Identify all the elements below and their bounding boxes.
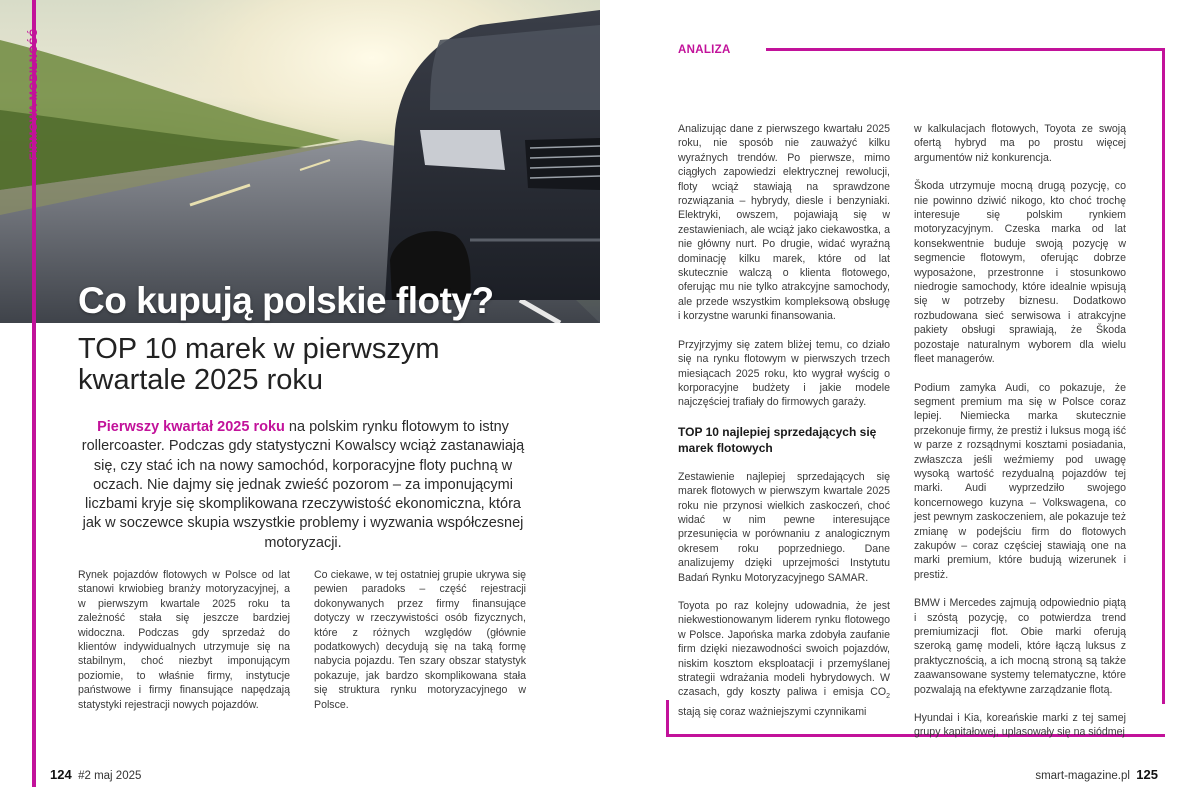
body-paragraph: BMW i Mercedes zajmują odpowiednio piątą i szóstą pozycję, co potwierdza trend premiumizacji flot. Obie marki oferują szeroką gamę modeli, które łączą luksus z praktycznością, a ich mocną stroną są także zaawansowane systemy telematyczne, które pozwalają na efektywne zarządzanie flotą. <box>914 597 1126 696</box>
frame-line-top <box>766 48 1165 51</box>
lead-highlight: Pierwszy kwartał 2025 roku <box>97 419 285 435</box>
right-column-2 <box>914 122 1126 754</box>
right-column-1 <box>678 122 890 733</box>
folio-left <box>50 767 141 782</box>
folio-right <box>1035 767 1158 782</box>
issue-label: #2 maj 2025 <box>78 770 142 782</box>
page-number: 124 <box>50 767 72 782</box>
subscript: 2 <box>886 693 890 701</box>
lead-text: na polskim rynku flotowym to istny rollercoaster. Podczas gdy statystyczni Kowalscy wciąż zastanawiają się, czy stać ich na nowy samochód, korporacyjne floty puchną w oczach. Nie dajmy się jednak zwieść pozorom – za imponującymi liczbami kryje się skomplikowana rzeczywistość ekonomiczna, która jak w soczewce skupia wszystkie problemy i wyzwania współczesnej motoryzacji. <box>81 419 525 551</box>
body-paragraph: w kalkulacjach flotowych, Toyota ze swoją ofertą hybryd ma po prostu więcej argumentów niż konkurencja. <box>914 123 1126 164</box>
frame-line-right <box>1162 48 1165 704</box>
body-paragraph: Zestawienie najlepiej sprzedających się marek flotowych w pierwszym kwartale 2025 roku nie przynosi wielkich zaskoczeń, choć widać w nim pewne interesujące przesunięcia w porównaniu z analogicznym okresem roku poprzedniego. Dane analizujemy dzięki uprzejmości Instytutu Badań Rynku Motoryzacyjnego SAMAR. <box>678 470 890 584</box>
section-label: FIRMOWA MOBILNOŚĆ <box>28 28 40 160</box>
website-label: smart-magazine.pl <box>1035 770 1130 782</box>
article-headline: Co kupują polskie floty? <box>78 280 494 321</box>
body-paragraph: Škoda utrzymuje mocną drugą pozycję, co nie powinno dziwić nikogo, kto choć trochę interesuje się polskim rynkiem motoryzacyjnym. Czeska marka od lat konsekwentnie buduje swoją pozycję w segmencie flotowym, oferując dobrze wyposażone, przestronne i stosunkowo niedrogie samochody, które idealnie wpisują się w potrzeby biznesu. Dodatkowo rozbudowana sieć serwisowa i atrakcyjne pakiety obsługi sprawiają, że Škoda pozostaje naturalnym wyborem dla wielu fleet managerów. <box>914 180 1126 366</box>
body-paragraph: Hyundai i Kia, koreańskie marki z tej samej grupy kapitałowej, uplasowały się na siódmej <box>914 712 1126 739</box>
article-subtitle: TOP 10 marek w pierwszym kwartale 2025 roku <box>78 333 440 396</box>
body-paragraph: Analizując dane z pierwszego kwartału 2025 roku, nie sposób nie zauważyć kilku wyraźnych trendów. Po pierwsze, mimo ciągłych zapowiedzi elektrycznej rewolucji, floty wciąż stawiają na sprawdzone rozwiązania – hybrydy, diesle i benzyniaki. Elektryki, owszem, pojawiają się w zestawieniach, ale wciąż jako ciekawostka, a nie główny nurt. Po drugie, widać wyraźną dominację kilku marek, które od lat skutecznie walczą o klienta flotowego, oferując mu nie tylko atrakcyjne samochody, ale przede wszystkim kompleksową obsługę i korzystne warunki finansowania. <box>678 123 890 323</box>
lead-paragraph <box>78 418 528 553</box>
car-hero-photo <box>0 0 600 323</box>
body-paragraph <box>678 599 890 719</box>
body-text: Toyota po raz kolejny udowadnia, że jest niekwestionowanym liderem rynku flotowego w Polsce. Japońska marka zdobyła zaufanie firm dzięki niezawodności swoich pojazdów, niskim kosztom eksploatacji i przemyślanej strategii wdrażania modeli hybrydowych. W czasach, gdy koszty paliwa i emisja CO <box>678 599 890 699</box>
car-on-road-illustration <box>0 0 600 323</box>
left-column-2 <box>314 568 526 726</box>
body-text: stają się coraz ważniejszymi czynnikami <box>678 705 867 718</box>
frame-line-left <box>666 700 669 737</box>
page-number: 125 <box>1136 767 1158 782</box>
body-paragraph: Co ciekawe, w tej ostatniej grupie ukrywa się pewien paradoks – część rejestracji dokonywanych przez firmy finansujące dotyczy w rzeczywistości osób fizycznych, które z różnych względów (głównie podatkowych) decydują się na taką formę nabycia pojazdu. Ten szary obszar statystyk pokazuje, jak bardzo skomplikowana stała się struktura rynku motoryzacyjnego w Polsce. <box>314 569 526 711</box>
left-column-1 <box>78 568 290 726</box>
body-paragraph: Przyjrzyjmy się zatem bliżej temu, co działo się na rynku flotowym w pierwszych trzech miesiącach 2025 roku, kto wygrał wyścig o korporacyjne budżety i jakie modele najczęściej trafiały do firmowych garaży. <box>678 338 890 409</box>
body-paragraph: Rynek pojazdów flotowych w Polsce od lat stanowi krwiobieg branży motoryzacyjnej, a w pierwszym kwartale 2025 roku ta zależność stała się jeszcze bardziej widoczna. Podczas gdy sprzedaż do klientów indywidualnych utrzymuje się na stabilnym, choć niezbyt imponującym poziomie, to właśnie firmy, instytucje państwowe i firmy finansujące napędzają statystyki rejestracji nowych pojazdów. <box>78 569 290 711</box>
body-paragraph: Podium zamyka Audi, co pokazuje, że segment premium ma się w Polsce coraz lepiej. Niemiecka marka skutecznie przekonuje firmy, że prestiż i luksus mogą iść w parze z rozsądnymi kosztami posiadania, zwłaszcza jeśli weźmiemy pod uwagę wysoką wartość rezydualną pojazdów tej marki. Audi wyprzedziło swojego koncernowego kuzyna – Volkswagena, co jest pewnym zaskoczeniem, ale pokazuje też zmianę w podejściu firm do flotowych zakupów – coraz częściej stawiają one na marki premium, które budują wizerunek i prestiż. <box>914 381 1126 581</box>
section-tag: ANALIZA <box>678 44 731 56</box>
subheading: TOP 10 najlepiej sprzedających się marek flotowych <box>678 424 877 455</box>
